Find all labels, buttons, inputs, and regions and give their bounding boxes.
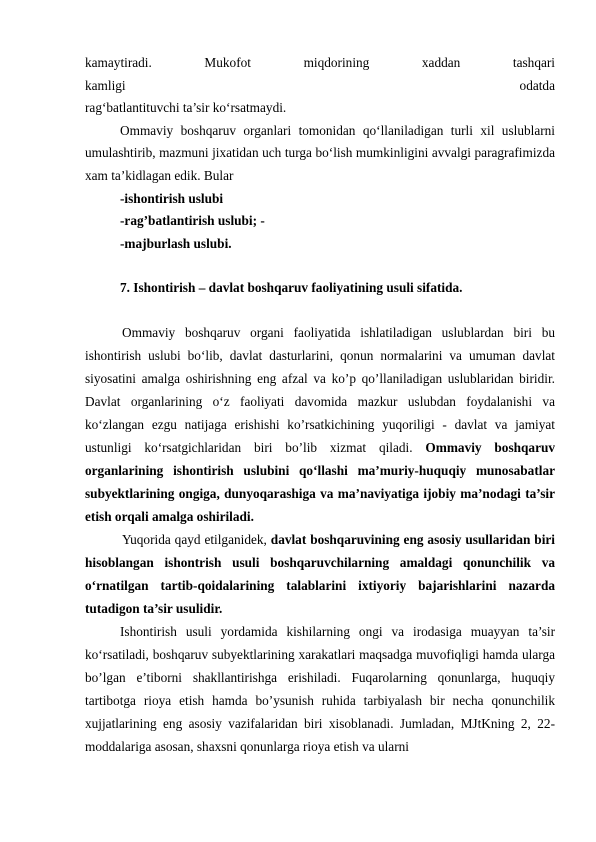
- paragraph-continuation-end: rag‘batlantituvchi ta’sir ko‘rsatmaydi.: [85, 100, 287, 116]
- paragraph-emphasis: Ommaviy boshqaruv organlarining ishontirish uslubini qo‘llashi ma’muriy-huquqiy munosabatlar subyektlarining ongiga, dunyoqarashiga va ma’naviyatiga ijobiy ma’nodagi ta’sir etish orqali amalga oshiriladi.: [85, 439, 556, 524]
- paragraph-methods-intro: Ommaviy boshqaruv organlari tomonidan qo‘llaniladigan turli xil uslublarni umulashtirib, mazmuni jixatidan uch turga bo‘lish mumkinligini avvalgi paragrafimizda xam ta’kidlagan edik. Bular: [85, 122, 555, 183]
- list-item-coercion: -majburlash uslubi.: [120, 235, 232, 251]
- spacer: [85, 255, 555, 277]
- text-column: [85, 52, 555, 758]
- paragraph-persuasion-effects: Ishontirish usuli yordamida kishilarning ongi va irodasiga muayyan ta’sir ko‘rsatiladi, boshqaruv subyektlarining xarakatlari maqsadga muvofiqligi hamda ularga bo’lgan e’tiborni shakllantirishga erishiladi. Fuqarolarning qonunlarga, huquqiy tartibotga rioya etish hamda bo’ysunish ruhida tarbiyalash bir necha qonunchilik xujjatlarining eng asosiy vazifalaridan biri xisoblanadi. Jumladan, MJtKning 2, 22-moddalariga asosan, shaxsni qonunlarga rioya etish va ularni: [85, 623, 555, 754]
- paragraph-persuasion-definition: [85, 528, 555, 620]
- section-heading: 7. Ishontirish – davlat boshqaruv faoliyatining usuli sifatida.: [120, 280, 463, 296]
- list-item-encouragement: -rag’batlantirish uslubi; -: [120, 213, 265, 229]
- paragraph-text: Ommaviy boshqaruv organi faoliyatida ishlatiladigan uslublardan biri bu ishontirish uslubi bo‘lib, davlat dasturlarini, qonun normalarini va umuman davlat siyosatini amalga oshirishning eng afzal va ko’p qo’llaniladigan uslublaridan biridir. Davlat organlarining o‘z faoliyati davomida mazkur uslubdan foydalanishi va ko‘zlangan ezgu natijaga erishishi ko’rsatkichining yuqoriligi - davlat va jamiyat ustunligi ko‘rsatgichlaridan biri bo’lib xizmat qiladi.: [85, 324, 555, 455]
- paragraph-text: Yuqorida qayd etilganidek,: [122, 531, 267, 547]
- paragraph-emphasis: davlat boshqaruvining eng asosiy usullaridan biri hisoblangan ishontrish usuli boshqaruvchilarning amaldagi qonunchilik va o‘rnatilgan tartib-qoidalarining talablarini ixtiyoriy bajarishlarini nazarda tutadigon ta’sir usulidir.: [85, 531, 555, 616]
- paragraph-continuation-line: kamaytiradi. Mukofot miqdorining xaddan tashqari kamligi odatda: [85, 55, 555, 93]
- spacer: [85, 300, 555, 321]
- paragraph-persuasion-method: [85, 321, 555, 528]
- list-item-persuasion: -ishontirish uslubi: [120, 190, 224, 206]
